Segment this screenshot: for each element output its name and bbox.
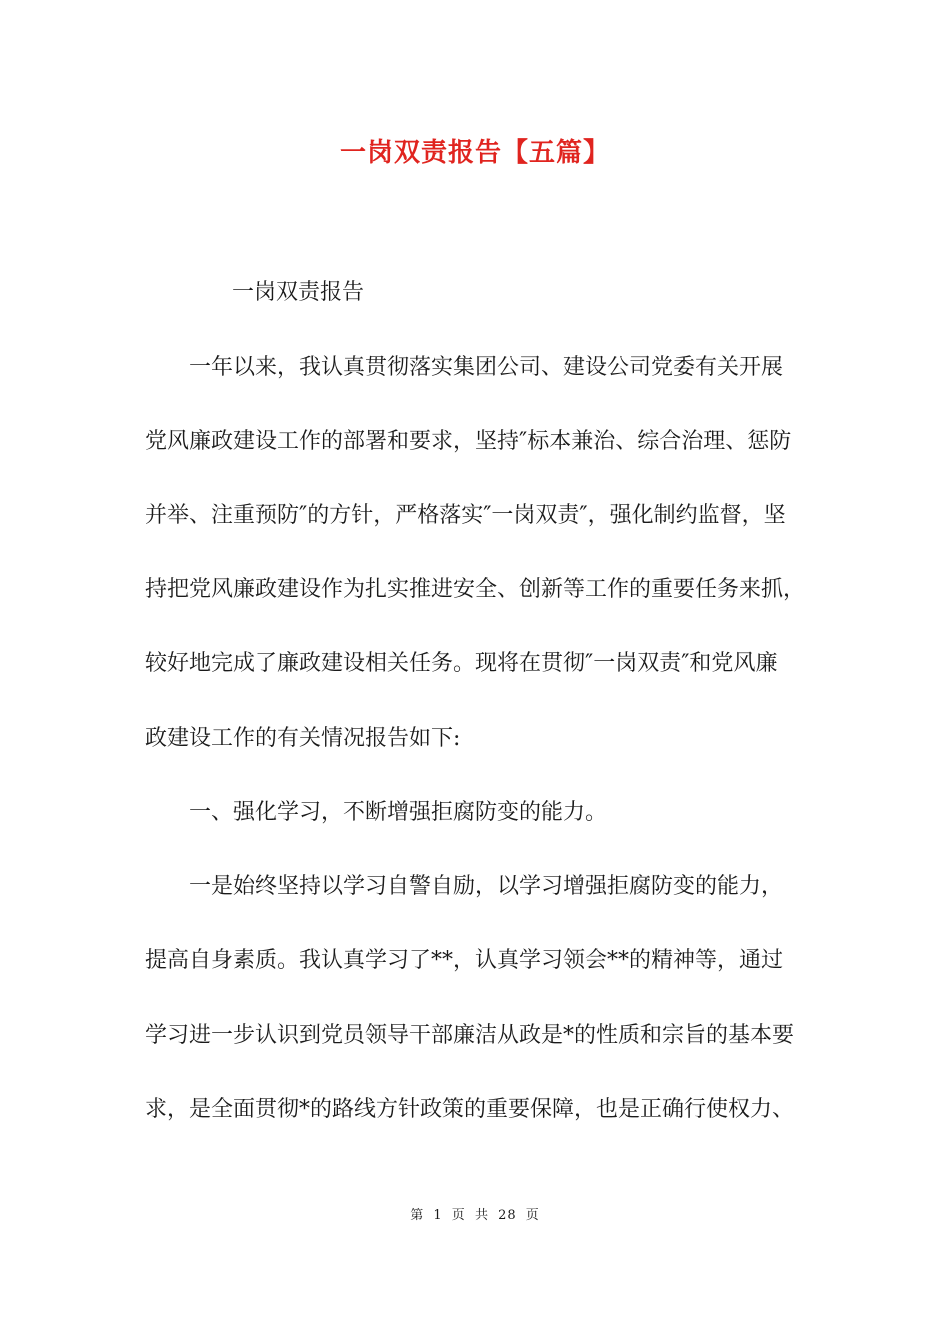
footer-suffix: 页: [525, 1208, 540, 1223]
footer-current-page: 1: [433, 1208, 443, 1223]
footer-page-word: 页: [451, 1208, 466, 1223]
document-title: 一岗双责报告【五篇】: [339, 138, 610, 168]
footer-total-pages: 28: [498, 1208, 517, 1223]
paragraph-line: 政建设工作的有关情况报告如下:: [145, 726, 461, 751]
paragraph-line: 并举、注重预防″的方针，严格落实″一岗双责″，强化制约监督，坚: [145, 503, 786, 528]
page-footer: [0, 1206, 950, 1226]
footer-prefix: 第: [410, 1208, 425, 1223]
paragraph-line: 较好地完成了廉政建设相关任务。现将在贯彻″一岗双责″和党风廉: [145, 651, 778, 676]
paragraph-line: 一是始终坚持以学习自警自励，以学习增强拒腐防变的能力，: [189, 874, 784, 899]
footer-total-word: 共: [474, 1208, 489, 1223]
paragraph-line: 提高自身素质。我认真学习了**，认真学习领会**的精神等，通过: [145, 948, 784, 973]
paragraph-line: 学习进一步认识到党员领导干部廉洁从政是*的性质和宗旨的基本要: [145, 1023, 795, 1048]
paragraph-line: 求，是全面贯彻*的路线方针政策的重要保障，也是正确行使权力、: [145, 1097, 795, 1122]
section-heading: 一岗双责报告: [232, 280, 365, 305]
paragraph-line: 持把党风廉政建设作为扎实推进安全、创新等工作的重要任务来抓，: [145, 577, 806, 602]
paragraph-line: 一年以来，我认真贯彻落实集团公司、建设公司党委有关开展: [189, 355, 784, 380]
subsection-heading: 一、强化学习，不断增强拒腐防变的能力。: [189, 800, 608, 825]
paragraph-line: 党风廉政建设工作的部署和要求，坚持″标本兼治、综合治理、惩防: [145, 429, 792, 454]
